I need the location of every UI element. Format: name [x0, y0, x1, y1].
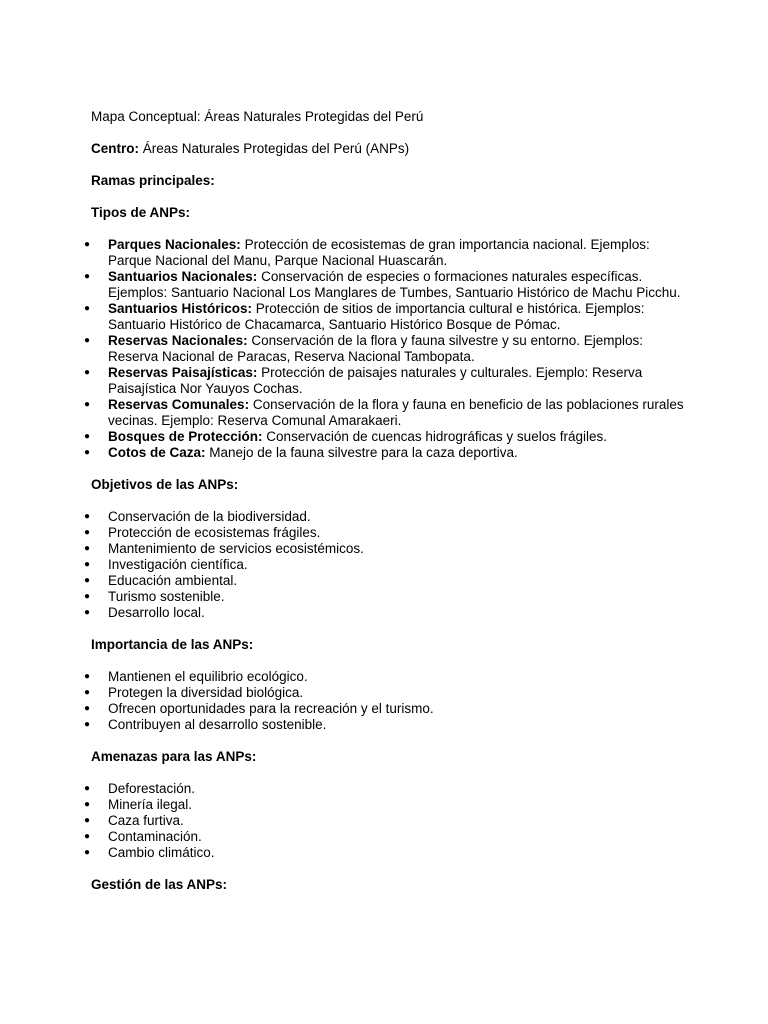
item-term: Bosques de Protección:	[108, 429, 263, 444]
tipos-list	[91, 237, 691, 461]
ramas-heading: Ramas principales:	[91, 173, 215, 188]
document-title: Mapa Conceptual: Áreas Naturales Protegidas del Perú	[91, 109, 424, 124]
item-text: Conservación de especies o formaciones naturales específicas. Ejemplos: Santuario Nacional Los Manglares de Tumbes, Santuario Histórico de Machu Picchu.	[108, 269, 681, 300]
list-item: ● Caza furtiva.	[91, 813, 691, 829]
list-item	[91, 237, 691, 269]
list-item	[91, 333, 691, 365]
importancia-list	[91, 669, 691, 733]
item-term: Cotos de Caza:	[108, 445, 206, 460]
gestion-heading: Gestión de las ANPs:	[91, 877, 228, 892]
list-item	[91, 397, 691, 429]
item-text: Protección de sitios de importancia cultural e histórica. Ejemplos: Santuario Histórico de Chacamarca, Santuario Histórico Bosque de Pómac.	[108, 301, 645, 332]
list-item	[91, 445, 691, 461]
objetivos-heading: Objetivos de las ANPs:	[91, 477, 239, 492]
objetivos-list	[91, 509, 691, 621]
list-item: ● Investigación científica.	[91, 557, 691, 573]
list-item	[91, 301, 691, 333]
amenazas-list	[91, 781, 691, 861]
item-text: Manejo de la fauna silvestre para la caza deportiva.	[205, 445, 518, 460]
list-item: ● Desarrollo local.	[91, 605, 691, 621]
centro-value: Áreas Naturales Protegidas del Perú (ANPs)	[139, 141, 410, 156]
list-item: ● Educación ambiental.	[91, 573, 691, 589]
list-item: ● Protección de ecosistemas frágiles.	[91, 525, 691, 541]
centro-line	[91, 141, 691, 157]
list-item	[91, 269, 691, 301]
tipos-heading: Tipos de ANPs:	[91, 205, 191, 220]
list-item	[91, 429, 691, 445]
list-item: ● Mantenimiento de servicios ecosistémicos.	[91, 541, 691, 557]
list-item: ● Contaminación.	[91, 829, 691, 845]
item-term: Parques Nacionales:	[108, 237, 241, 252]
list-item: ● Minería ilegal.	[91, 797, 691, 813]
list-item: ● Deforestación.	[91, 781, 691, 797]
list-item: ● Contribuyen al desarrollo sostenible.	[91, 717, 691, 733]
item-term: Santuarios Históricos:	[108, 301, 253, 316]
item-text: Conservación de la flora y fauna en beneficio de las poblaciones rurales vecinas. Ejemplo: Reserva Comunal Amarakaeri.	[108, 397, 684, 428]
amenazas-heading: Amenazas para las ANPs:	[91, 749, 257, 764]
item-text: Protección de paisajes naturales y culturales. Ejemplo: Reserva Paisajística Nor Yauyos Cochas.	[108, 365, 643, 396]
item-term: Santuarios Nacionales:	[108, 269, 258, 284]
item-text: Conservación de cuencas hidrográficas y suelos frágiles.	[262, 429, 607, 444]
list-item: ● Conservación de la biodiversidad.	[91, 509, 691, 525]
item-text: Protección de ecosistemas de gran importancia nacional. Ejemplos: Parque Nacional del Manu, Parque Nacional Huascarán.	[108, 237, 650, 268]
list-item: ● Ofrecen oportunidades para la recreación y el turismo.	[91, 701, 691, 717]
centro-label: Centro:	[91, 141, 139, 156]
list-item: ● Cambio climático.	[91, 845, 691, 861]
list-item	[91, 365, 691, 397]
document-body	[91, 109, 691, 909]
item-term: Reservas Paisajísticas:	[108, 365, 258, 380]
importancia-heading: Importancia de las ANPs:	[91, 637, 254, 652]
item-term: Reservas Nacionales:	[108, 333, 248, 348]
list-item: ● Mantienen el equilibrio ecológico.	[91, 669, 691, 685]
item-text: Conservación de la flora y fauna silvestre y su entorno. Ejemplos: Reserva Nacional de Paracas, Reserva Nacional Tambopata.	[108, 333, 644, 364]
list-item: ● Protegen la diversidad biológica.	[91, 685, 691, 701]
item-term: Reservas Comunales:	[108, 397, 250, 412]
list-item: ● Turismo sostenible.	[91, 589, 691, 605]
